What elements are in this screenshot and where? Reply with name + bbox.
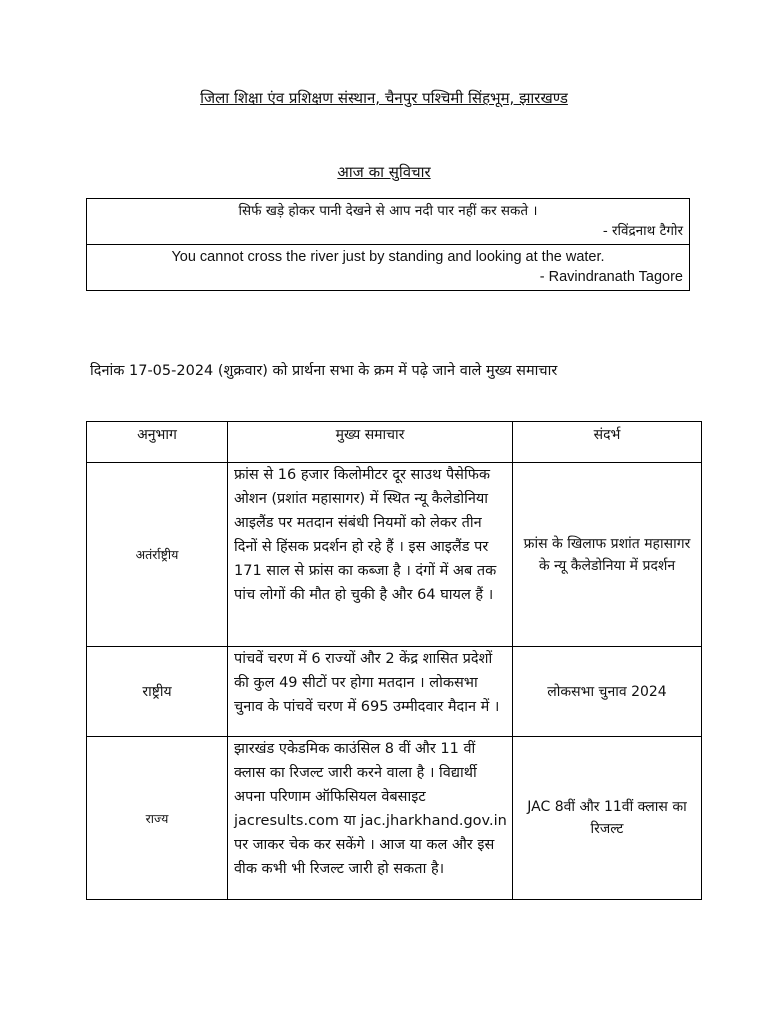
table-row <box>87 463 702 647</box>
institute-title: जिला शिक्षा एंव प्रशिक्षण संस्थान, चैनपुर पश्चिमी सिंहभूम, झारखण्ड <box>200 89 568 107</box>
reference-cell: फ्रांस के खिलाफ प्रशांत महासागर के न्यू कैलेडोनिया में प्रदर्शन <box>513 463 702 647</box>
header-reference: संदर्भ <box>513 422 702 463</box>
section-cell: राष्ट्रीय <box>87 647 228 737</box>
thought-heading: आज का सुविचार <box>337 163 431 181</box>
date-line: दिनांक 17-05-2024 (शुक्रवार) को प्रार्थना सभा के क्रम में पढ़े जाने वाले मुख्य समाचार <box>90 363 558 379</box>
table-row <box>87 737 702 900</box>
reference-cell: JAC 8वीं और 11वीं क्लास का रिजल्ट <box>513 737 702 900</box>
quote-hindi-cell <box>87 199 689 244</box>
header-news: मुख्य समाचार <box>228 422 513 463</box>
quote-english-text: You cannot cross the river just by standing and looking at the water. <box>171 249 605 265</box>
table-header-row <box>87 422 702 463</box>
table-row <box>87 647 702 737</box>
quote-english-author: - Ravindranath Tagore <box>539 269 683 285</box>
section-cell: अतंर्राष्ट्रीय <box>87 463 228 647</box>
news-table <box>86 421 702 900</box>
reference-cell: लोकसभा चुनाव 2024 <box>513 647 702 737</box>
news-cell: फ्रांस से 16 हजार किलोमीटर दूर साउथ पैसेफिक ओशन (प्रशांत महासागर) में स्थित न्यू कैलेडोनिया आइलैंड पर मतदान संबंधी नियमों को लेकर तीन दिनों से हिंसक प्रदर्शन हो रहे हैं । इस आइलैंड पर 171 साल से फ्रांस का कब्जा है । दंगों में अब तक पांच लोगों की मौत हो चुकी है और 64 घायल हैं । <box>228 463 513 647</box>
quote-english-cell <box>87 244 689 290</box>
section-cell: राज्य <box>87 737 228 900</box>
header-section: अनुभाग <box>87 422 228 463</box>
quote-box <box>86 198 690 291</box>
news-cell: पांचवें चरण में 6 राज्यों और 2 केंद्र शासित प्रदेशों की कुल 49 सीटों पर होगा मतदान । लोकसभा चुनाव के पांचवें चरण में 695 उम्मीदवार मैदान में । <box>228 647 513 737</box>
quote-hindi-text: सिर्फ खड़े होकर पानी देखने से आप नदी पार नहीं कर सकते । <box>238 203 538 219</box>
news-cell: झारखंड एकेडमिक काउंसिल 8 वीं और 11 वीं क्लास का रिजल्ट जारी करने वाला है । विद्यार्थी अपना परिणाम ऑफिसियल वेबसाइट jacresults.com या jac.jharkhand.gov.in पर जाकर चेक कर सकेंगे । आज या कल और इस वीक कभी भी रिजल्ट जारी हो सकता है। <box>228 737 513 900</box>
quote-hindi-author: - रविंद्रनाथ टैगोर <box>602 223 683 239</box>
